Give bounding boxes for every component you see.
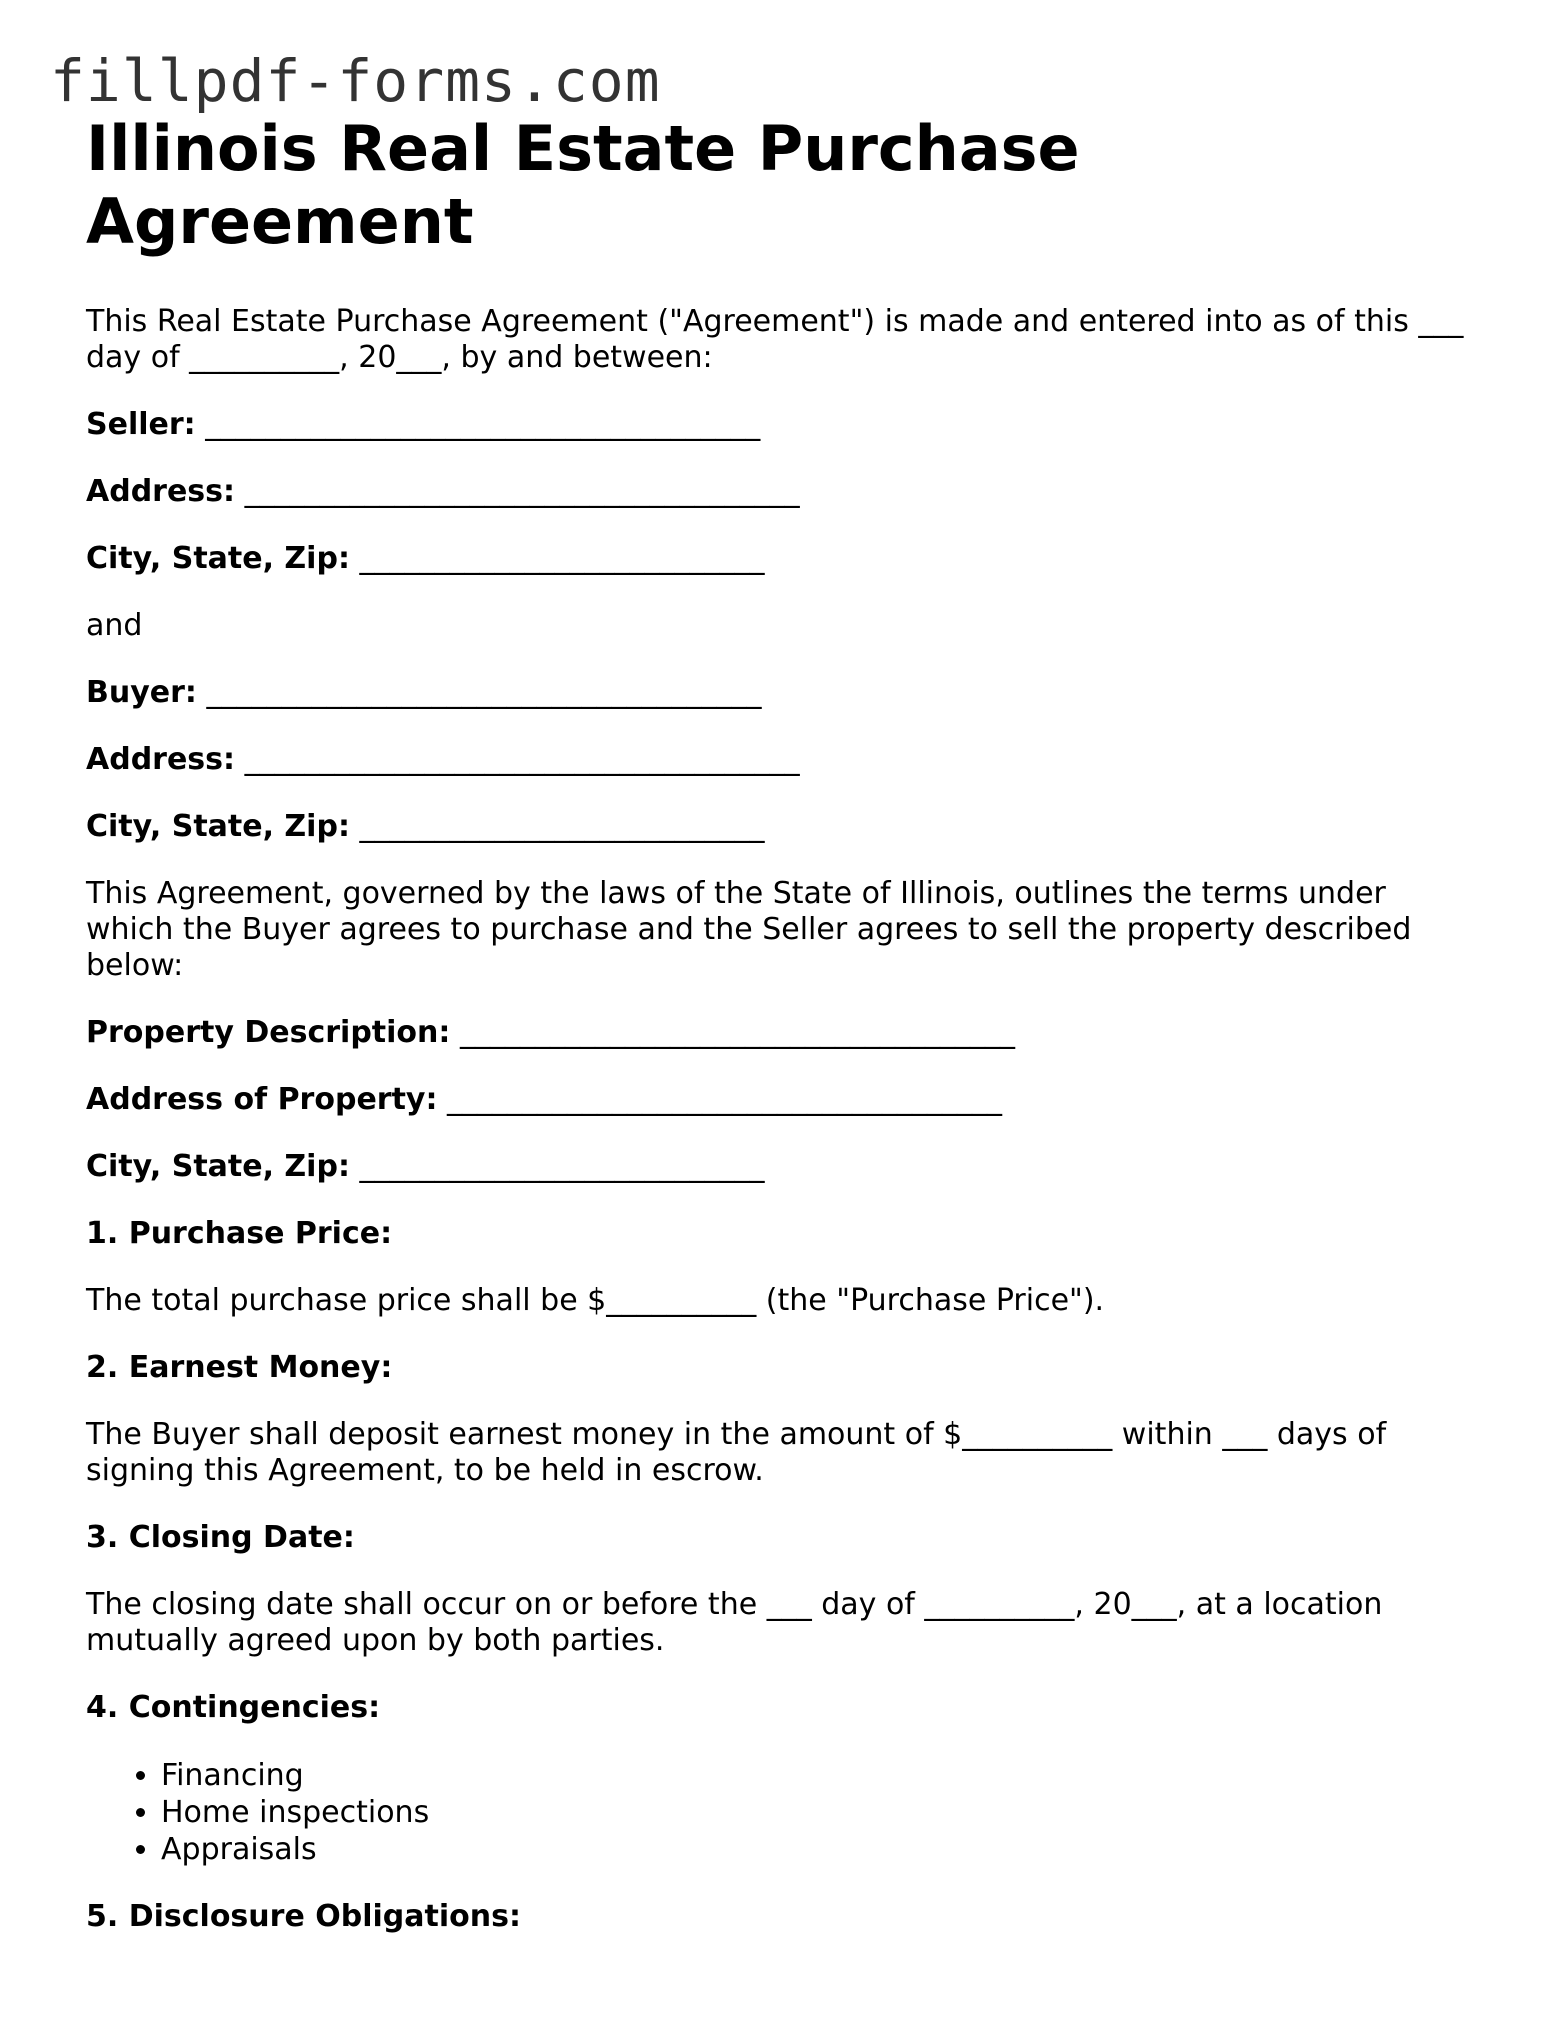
buyer-name-field[interactable] (86, 675, 1466, 711)
buyer-city-label: City, State, Zip: (86, 809, 350, 844)
property-city-label: City, State, Zip: (86, 1149, 350, 1184)
buyer-address-field[interactable] (86, 742, 1466, 778)
property-description-label: Property Description: (86, 1015, 451, 1050)
intro-paragraph: This Real Estate Purchase Agreement ("Agreement") is made and entered into as of this ___ day of __________, 20___, by and between: (86, 304, 1464, 375)
buyer-city-field[interactable] (86, 809, 1466, 845)
contingencies-list (86, 1757, 1466, 1868)
buyer-address-label: Address: (86, 742, 236, 777)
property-city-blank[interactable]: ___________________________ (359, 1149, 765, 1184)
disclosure-heading: 5. Disclosure Obligations: (86, 1899, 521, 1934)
seller-city-blank[interactable]: ___________________________ (359, 541, 765, 576)
document-page (86, 112, 1466, 1935)
seller-name-label: Seller: (86, 407, 196, 442)
seller-address-blank[interactable]: _____________________________________ (244, 474, 800, 509)
earnest-money-heading: 2. Earnest Money: (86, 1350, 393, 1385)
property-address-field[interactable] (86, 1082, 1466, 1118)
list-item: • Financing (161, 1757, 1466, 1794)
buyer-name-label: Buyer: (86, 675, 197, 710)
and-text: and (86, 608, 143, 643)
property-description-field[interactable] (86, 1015, 1466, 1051)
closing-date-heading: 3. Closing Date: (86, 1520, 355, 1555)
earnest-money-text: The Buyer shall deposit earnest money in the amount of $__________ within ___ days of signing this Agreement, to be held in escrow. (86, 1417, 1387, 1488)
watermark: fillpdf-forms.com (50, 47, 661, 115)
page-title: Illinois Real Estate Purchase Agreement (86, 112, 1080, 258)
purchase-price-heading: 1. Purchase Price: (86, 1216, 393, 1251)
seller-address-label: Address: (86, 474, 236, 509)
property-address-label: Address of Property: (86, 1082, 438, 1117)
buyer-name-blank[interactable]: _____________________________________ (206, 675, 762, 710)
seller-name-blank[interactable]: _____________________________________ (205, 407, 761, 442)
list-item: • Appraisals (161, 1831, 1466, 1868)
buyer-address-blank[interactable]: _____________________________________ (244, 742, 800, 777)
property-address-blank[interactable]: _____________________________________ (447, 1082, 1003, 1117)
property-city-field[interactable] (86, 1149, 1466, 1185)
seller-address-field[interactable] (86, 474, 1466, 510)
seller-city-field[interactable] (86, 541, 1466, 577)
contingencies-heading: 4. Contingencies: (86, 1690, 381, 1725)
seller-name-field[interactable] (86, 407, 1466, 443)
governing-paragraph: This Agreement, governed by the laws of the State of Illinois, outlines the terms under which the Buyer agrees to purchase and the Seller agrees to sell the property described below: (86, 876, 1412, 983)
list-item: • Home inspections (161, 1794, 1466, 1831)
property-description-blank[interactable]: _____________________________________ (459, 1015, 1015, 1050)
purchase-price-text: The total purchase price shall be $__________ (the "Purchase Price"). (86, 1283, 1105, 1318)
closing-date-text: The closing date shall occur on or before the ___ day of __________, 20___, at a location mutually agreed upon by both parties. (86, 1587, 1383, 1658)
seller-city-label: City, State, Zip: (86, 541, 350, 576)
buyer-city-blank[interactable]: ___________________________ (359, 809, 765, 844)
